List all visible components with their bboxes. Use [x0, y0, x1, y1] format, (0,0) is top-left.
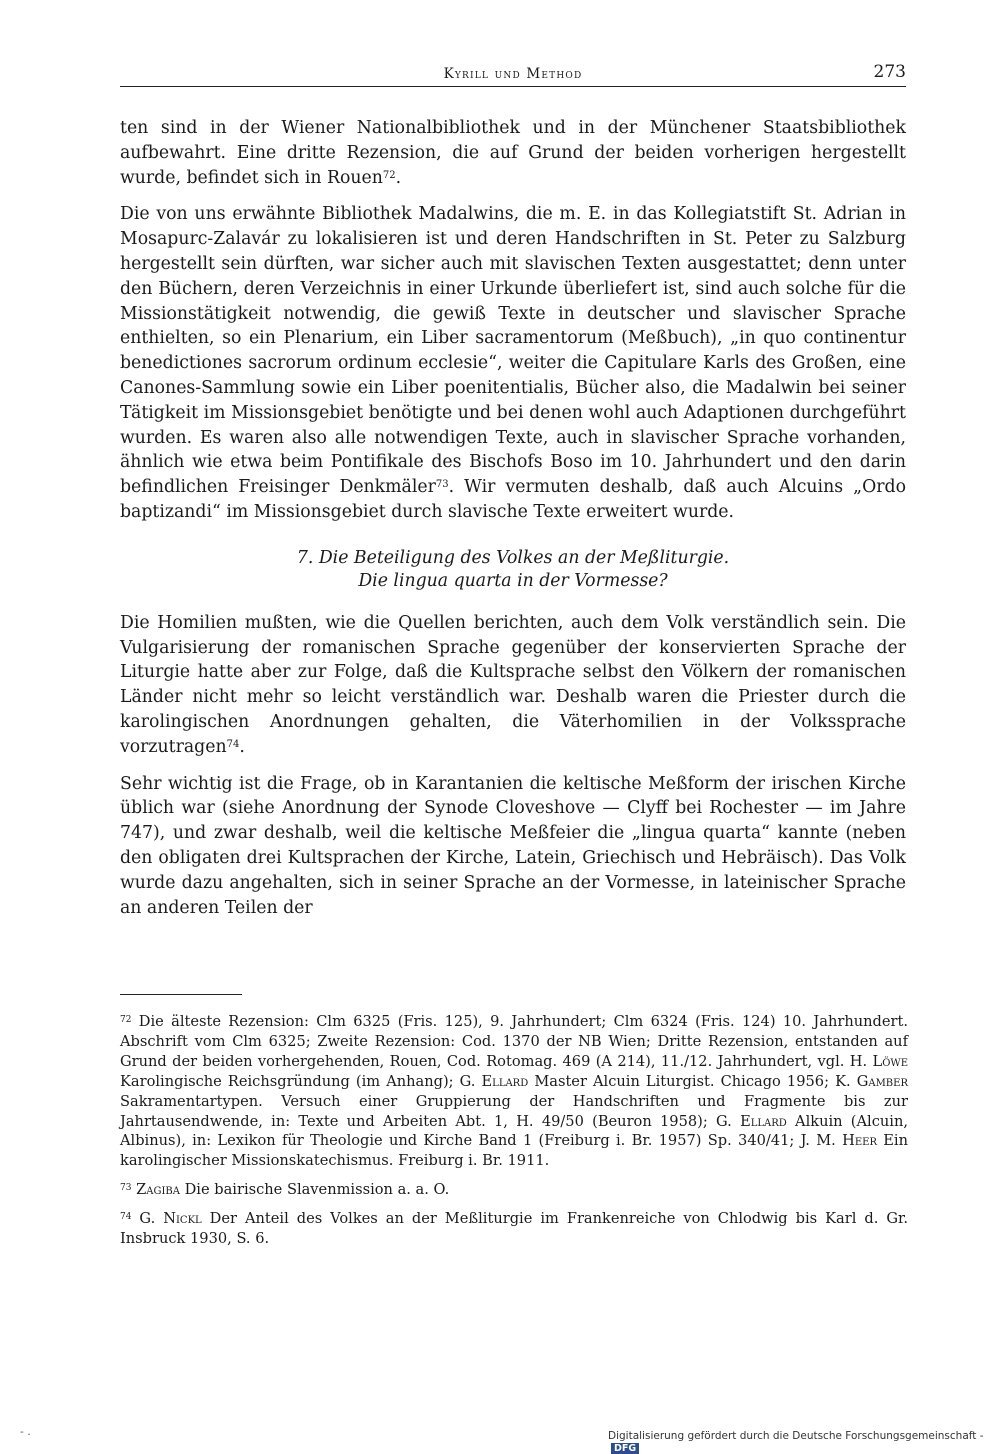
running-title: Kyrill und Method — [443, 66, 583, 82]
digitization-footer — [608, 1430, 1000, 1454]
dfg-logo: DFG — [611, 1443, 639, 1454]
footnote-ref[interactable]: 72 — [382, 169, 396, 181]
footnote-73: $^{73}$ Zagiba Die bairische Slavenmission a. a. O. — [120, 1181, 450, 1199]
paragraph: ten sind in der Wiener Nationalbibliothek und in der Münchener Staatsbibliothek aufbewahrt. Eine dritte Rezension, die auf Grund der beiden vorherigen hergestellt wurde, befindet sich in Rouen$^{72}$. — [120, 118, 906, 188]
footnote-divider — [120, 994, 242, 995]
footer-text: Digitalisierung gefördert durch die Deutsche Forschungsgemeinschaft - — [608, 1430, 984, 1442]
page-number: 273 — [873, 62, 906, 82]
footnote-ref[interactable]: 73 — [435, 479, 449, 491]
section-heading-line: 7. Die Beteiligung des Volkes an der Meßliturgie. — [296, 547, 730, 568]
paragraph: Sehr wichtig ist die Frage, ob in Karantanien die keltische Meßform der irischen Kirche üblich war (siehe Anordnung der Synode Cloveshove — Clyff bei Rochester — im Jahre 747), und zwar deshalb, weil die keltische Meßfeier die „lingua quarta“ kannte (neben den obligaten drei Kultsprachen der Kirche, Latein, Griechisch und Hebräisch). Das Volk wurde dazu angehalten, sich in seiner Sprache an der Vormesse, in lateinischer Sprache an anderen Teilen der — [120, 773, 906, 918]
paragraph: Die Homilien mußten, wie die Quellen berichten, auch dem Volk verständlich sein. Die Vulgarisierung der romanischen Sprache gegenüber der konservierten Sprache der Liturgie hatte aber zur Folge, daß die Kultsprache selbst den Völkern der romanischen Länder nicht mehr so leicht verständlich war. Deshalb waren die Priester durch die karolingischen Anordnungen gehalten, die Väterhomilien in der Volkssprache vorzutragen$^{74}$. — [120, 612, 906, 757]
footnote-ref[interactable]: 74 — [226, 738, 240, 750]
section-heading-line: Die lingua quarta in der Vormesse? — [358, 570, 668, 591]
footnotes — [120, 1012, 908, 1258]
paragraph: Die von uns erwähnte Bibliothek Madalwins, die m. E. in das Kollegiatstift St. Adrian in Mosapurc-Zalavár zu lokalisieren ist und deren Handschriften in St. Peter zu Salzburg hergestellt sein dürften, war sicher auch mit slavischen Texten ausgestattet; denn unter den Büchern, deren Verzeichnis in einer Urkunde überliefert ist, sind auch solche für die Missionstätigkeit notwendig, die gewiß Texte in deutscher und slavischer Sprache enthielten, so ein Plenarium, ein Liber sacramentorum (Meßbuch), „in quo continentur benedictiones sacrorum ordinum ecclesie“, weiter die Capitulare Karls des Großen, eine Canones-Sammlung sowie ein Liber poenitentialis, Bücher also, die Madalwin bei seiner Tätigkeit im Missionsgebiet benötigte und bei denen wohl auch Adaptionen durchgeführt wurden. Es waren also alle notwendigen Texte, auch in slavischer Sprache vorhanden, ähnlich wie etwa beim Pontifikale des Bischofs Boso im 10. Jahrhundert und den darin befindlichen Freisinger Denkmäler$^{73}$. Wir vermuten deshalb, daß auch Alcuins „Ordo baptizandi“ im Missionsgebiet durch slavische Texte erweitert wurde. — [120, 204, 907, 522]
main-text — [120, 116, 906, 932]
footnote-74: $^{74}$ G. Nickl Der Anteil des Volkes an der Meßliturgie im Frankenreiche von Chlodwig bis Karl d. Gr. Insbruck 1930, S. 6. — [120, 1210, 908, 1248]
footnote-72: $^{72}$ Die älteste Rezension: Clm 6325 (Fris. 125), 9. Jahrhundert; Clm 6324 (Fris. 124) 10. Jahrhundert. Abschrift vom Clm 6325; Zweite Rezension: Cod. 1370 der NB Wien; Dritte Rezension, entstanden auf Grund der beiden vorhergehenden, Rouen, Cod. Rotomag. 469 (A 214), 11./12. Jahrhundert, vgl. H. Löwe Karolingische Reichsgründung (im Anhang); G. Ellard Master Alcuin Liturgist. Chicago 1956; K. Gamber Sakramentartypen. Versuch einer Gruppierung der Handschriften und Fragmente bis zur Jahrtausendwende, in: Texte und Arbeiten Abt. 1, H. 49/50 (Beuron 1958); G. Ellard Alkuin (Alcuin, Albinus), in: Lexikon für Theologie und Kirche Band 1 (Freiburg i. Br. 1957) Sp. 340/41; J. M. Heer Ein karolingischer Missionskatechismus. Freiburg i. Br. 1911. — [120, 1013, 909, 1170]
section-heading — [120, 547, 906, 593]
scan-margin-marks: - . — [20, 1425, 31, 1438]
running-header — [120, 62, 906, 87]
